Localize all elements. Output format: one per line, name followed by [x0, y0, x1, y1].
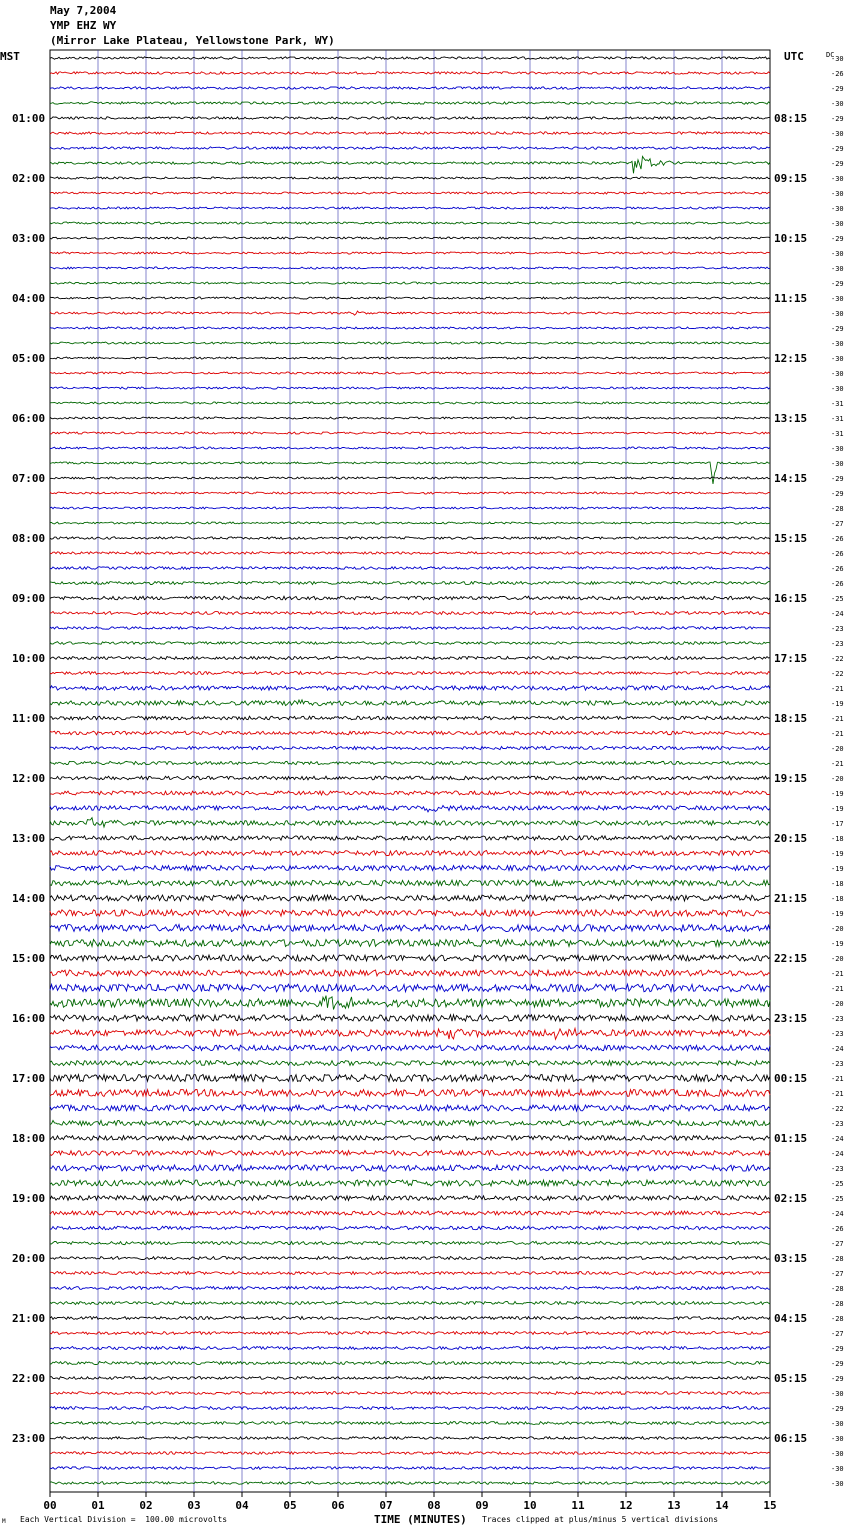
dc-offset-label: -21 — [831, 1090, 844, 1098]
trace-line — [50, 1332, 770, 1335]
trace-line — [50, 851, 770, 856]
trace-line — [50, 1196, 770, 1201]
dc-offset-label: -28 — [831, 1255, 844, 1263]
dc-offset-label: -20 — [831, 745, 844, 753]
trace-line — [50, 87, 770, 89]
trace-line — [50, 402, 770, 404]
dc-offset-label: -19 — [831, 790, 844, 798]
trace-line — [50, 895, 770, 901]
dc-offset-label: -19 — [831, 805, 844, 813]
x-tick-label: 00 — [43, 1499, 57, 1512]
dc-offset-label: -22 — [831, 1105, 844, 1113]
dc-offset-label: -25 — [831, 595, 844, 603]
dc-offset-label: -30 — [831, 130, 844, 138]
trace-line — [50, 1165, 770, 1171]
trace-line — [50, 746, 770, 749]
dc-offset-label: -26 — [831, 565, 844, 573]
plot-frame — [50, 50, 770, 1492]
trace-line — [50, 492, 770, 494]
station-code: YMP EHZ WY — [50, 19, 117, 32]
trace-line — [50, 776, 770, 780]
clip-note: Traces clipped at plus/minus 5 vertical divisions — [482, 1515, 719, 1524]
trace-line — [50, 1241, 770, 1244]
dc-offset-label: -18 — [831, 880, 844, 888]
dc-offset-label: -29 — [831, 1405, 844, 1413]
right-hour-label: 15:15 — [774, 532, 808, 545]
trace-line — [50, 311, 770, 315]
trace-line — [50, 582, 770, 585]
x-axis-title: TIME (MINUTES) — [374, 1513, 467, 1526]
dc-offset-label: -30 — [831, 1435, 844, 1443]
dc-offset-label: -19 — [831, 865, 844, 873]
minute-grid — [50, 50, 770, 1492]
trace-line — [50, 1090, 770, 1097]
trace-line — [50, 156, 770, 173]
trace-line — [50, 761, 770, 764]
dc-offset-label: -17 — [831, 820, 844, 828]
trace-line — [50, 237, 770, 239]
right-timezone-label: UTC — [784, 50, 804, 63]
dc-offset-label: -26 — [831, 535, 844, 543]
dc-offset-label: -24 — [831, 610, 844, 618]
trace-line — [50, 1151, 770, 1156]
trace-line — [50, 940, 770, 947]
trace-line — [50, 806, 770, 812]
dc-offset-label: -30 — [831, 460, 844, 468]
dc-offset-label: -25 — [831, 1180, 844, 1188]
trace-line — [50, 955, 770, 961]
trace-line — [50, 925, 770, 932]
trace-line — [50, 192, 770, 194]
dc-offset-label: -30 — [831, 100, 844, 108]
right-hour-label: 13:15 — [774, 412, 808, 425]
right-hour-label: 01:15 — [774, 1132, 808, 1145]
dc-offset-label: -18 — [831, 895, 844, 903]
trace-line — [50, 791, 770, 795]
dc-offset-label: -20 — [831, 775, 844, 783]
dc-offset-label: -24 — [831, 1150, 844, 1158]
dc-offset-label: -27 — [831, 1330, 844, 1338]
dc-offset-label: -19 — [831, 850, 844, 858]
left-hour-label: 20:00 — [12, 1252, 46, 1265]
right-hour-label: 09:15 — [774, 172, 808, 185]
left-hour-label: 23:00 — [12, 1432, 46, 1445]
trace-line — [50, 207, 770, 209]
trace-line — [50, 1061, 770, 1066]
trace-line — [50, 567, 770, 570]
trace-group — [50, 57, 770, 1485]
trace-line — [50, 818, 770, 827]
x-tick-label: 03 — [187, 1499, 201, 1512]
right-hour-label: 23:15 — [774, 1012, 808, 1025]
trace-line — [50, 984, 770, 992]
dc-offset-label: -28 — [831, 1285, 844, 1293]
dc-offset-label: -21 — [831, 985, 844, 993]
dc-offset-label: -30 — [831, 265, 844, 273]
dc-offset-label: -21 — [831, 1075, 844, 1083]
dc-offset-label: -21 — [831, 730, 844, 738]
trace-line — [50, 462, 770, 484]
dc-offset-label: -19 — [831, 940, 844, 948]
trace-line — [50, 267, 770, 269]
left-hour-label: 12:00 — [12, 772, 46, 785]
x-tick-label: 10 — [523, 1499, 537, 1512]
dc-offset-label: -29 — [831, 280, 844, 288]
right-hour-label: 11:15 — [774, 292, 808, 305]
dc-offset-label: -27 — [831, 1240, 844, 1248]
trace-line — [50, 596, 770, 600]
dc-offset-label: -19 — [831, 700, 844, 708]
dc-offset-label: -27 — [831, 1270, 844, 1278]
x-tick-label: 12 — [619, 1499, 633, 1512]
dc-offset-label: -21 — [831, 970, 844, 978]
left-hour-label: 21:00 — [12, 1312, 46, 1325]
left-hour-label: 05:00 — [12, 352, 46, 365]
trace-line — [50, 342, 770, 344]
trace-line — [50, 1482, 770, 1485]
trace-line — [50, 117, 770, 119]
dc-offset-label: -24 — [831, 1045, 844, 1053]
dc-offset-label: -30 — [831, 220, 844, 228]
dc-offset-label: -26 — [831, 1225, 844, 1233]
trace-line — [50, 1377, 770, 1380]
scale-note: Each Vertical Division = 100.00 microvolts — [20, 1515, 228, 1524]
dc-offset-label: -23 — [831, 1015, 844, 1023]
trace-line — [50, 1120, 770, 1125]
dc-offset-label: -31 — [831, 415, 844, 423]
x-tick-label: 08 — [427, 1499, 441, 1512]
trace-line — [50, 57, 770, 59]
trace-line — [50, 132, 770, 134]
dc-column-label: DC — [826, 51, 835, 59]
x-tick-label: 06 — [331, 1499, 345, 1512]
dc-offset-label: -20 — [831, 1000, 844, 1008]
dc-offset-label: -26 — [831, 550, 844, 558]
trace-line — [50, 147, 770, 149]
dc-offset-label: -30 — [831, 1480, 844, 1488]
trace-line — [50, 222, 770, 224]
trace-line — [50, 252, 770, 254]
trace-line — [50, 417, 770, 419]
left-hour-label: 11:00 — [12, 712, 46, 725]
left-hour-label: 10:00 — [12, 652, 46, 665]
trace-line — [50, 387, 770, 389]
trace-line — [50, 552, 770, 554]
left-hour-label: 17:00 — [12, 1072, 46, 1085]
trace-line — [50, 1287, 770, 1290]
x-tick-label: 14 — [715, 1499, 729, 1512]
left-hour-label: 18:00 — [12, 1132, 46, 1145]
dc-offset-label: -21 — [831, 760, 844, 768]
right-hour-label: 19:15 — [774, 772, 808, 785]
station-location: (Mirror Lake Plateau, Yellowstone Park, WY) — [50, 34, 335, 47]
dc-offset-label: -30 — [831, 1390, 844, 1398]
trace-line — [50, 612, 770, 615]
left-hour-label: 09:00 — [12, 592, 46, 605]
dc-offset-label: -21 — [831, 685, 844, 693]
left-hour-label: 13:00 — [12, 832, 46, 845]
dc-offset-label: -29 — [831, 115, 844, 123]
right-hour-label: 22:15 — [774, 952, 808, 965]
right-hour-label: 02:15 — [774, 1192, 808, 1205]
dc-offset-label: -29 — [831, 85, 844, 93]
trace-line — [50, 1136, 770, 1141]
trace-line — [50, 447, 770, 449]
trace-line — [50, 1226, 770, 1230]
dc-offset-label: -31 — [831, 400, 844, 408]
dc-offset-label: -22 — [831, 670, 844, 678]
left-timezone-label: MST — [0, 50, 20, 63]
dc-offset-label: -29 — [831, 145, 844, 153]
x-tick-label: 07 — [379, 1499, 393, 1512]
trace-line — [50, 970, 770, 976]
dc-offset-label: -29 — [831, 325, 844, 333]
left-hour-label: 06:00 — [12, 412, 46, 425]
trace-line — [50, 1015, 770, 1021]
corner-mark: M — [2, 1518, 6, 1525]
trace-line — [50, 282, 770, 284]
dc-offset-label: -30 — [831, 190, 844, 198]
left-hour-label: 04:00 — [12, 292, 46, 305]
trace-line — [50, 477, 770, 479]
trace-line — [50, 1257, 770, 1260]
plot-date: May 7,2004 — [50, 4, 117, 17]
dc-offset-label: -23 — [831, 1060, 844, 1068]
dc-offset-label: -30 — [831, 1450, 844, 1458]
trace-line — [50, 327, 770, 329]
dc-offset-label: -23 — [831, 1030, 844, 1038]
x-tick-label: 13 — [667, 1499, 681, 1512]
trace-line — [50, 177, 770, 179]
trace-line — [50, 1362, 770, 1365]
right-hour-label: 16:15 — [774, 592, 808, 605]
dc-offset-label: -30 — [831, 385, 844, 393]
trace-line — [50, 1028, 770, 1039]
dc-offset-label: -30 — [831, 250, 844, 258]
dc-offset-label: -31 — [831, 430, 844, 438]
right-hour-label: 12:15 — [774, 352, 808, 365]
right-hour-label: 08:15 — [774, 112, 808, 125]
right-hour-label: 10:15 — [774, 232, 808, 245]
dc-offset-label: -29 — [831, 490, 844, 498]
dc-offset-label: -18 — [831, 835, 844, 843]
dc-offset-label: -30 — [831, 355, 844, 363]
dc-offset-label: -30 — [831, 1420, 844, 1428]
trace-line — [50, 102, 770, 104]
left-hour-label: 19:00 — [12, 1192, 46, 1205]
dc-offset-label: -22 — [831, 655, 844, 663]
dc-offset-label: -28 — [831, 505, 844, 513]
dc-offset-label: -29 — [831, 160, 844, 168]
trace-line — [50, 297, 770, 299]
trace-line — [50, 1045, 770, 1051]
left-hour-label: 08:00 — [12, 532, 46, 545]
trace-line — [50, 716, 770, 720]
dc-offset-label: -23 — [831, 1120, 844, 1128]
label-group — [12, 55, 844, 1512]
right-hour-label: 14:15 — [774, 472, 808, 485]
trace-line — [50, 642, 770, 645]
trace-line — [50, 836, 770, 840]
right-hour-label: 06:15 — [774, 1432, 808, 1445]
trace-line — [50, 537, 770, 539]
dc-offset-label: -28 — [831, 1300, 844, 1308]
trace-line — [50, 432, 770, 434]
trace-line — [50, 1180, 770, 1186]
dc-offset-label: -30 — [831, 310, 844, 318]
trace-line — [50, 1272, 770, 1275]
dc-offset-label: -30 — [831, 205, 844, 213]
trace-line — [50, 1317, 770, 1320]
trace-line — [50, 357, 770, 359]
trace-line — [50, 996, 770, 1010]
trace-line — [50, 731, 770, 735]
trace-line — [50, 1452, 770, 1455]
trace-line — [50, 880, 770, 886]
x-tick-label: 11 — [571, 1499, 585, 1512]
right-hour-label: 17:15 — [774, 652, 808, 665]
trace-line — [50, 522, 770, 524]
trace-line — [50, 1407, 770, 1410]
left-hour-label: 14:00 — [12, 892, 46, 905]
dc-offset-label: -29 — [831, 1375, 844, 1383]
x-tick-label: 05 — [283, 1499, 297, 1512]
dc-offset-label: -30 — [831, 55, 844, 63]
right-hour-label: 03:15 — [774, 1252, 808, 1265]
dc-offset-label: -21 — [831, 715, 844, 723]
trace-line — [50, 865, 770, 870]
dc-offset-label: -25 — [831, 1195, 844, 1203]
trace-line — [50, 657, 770, 660]
x-tick-label: 15 — [763, 1499, 777, 1512]
trace-line — [50, 1422, 770, 1425]
dc-offset-label: -29 — [831, 235, 844, 243]
dc-offset-label: -30 — [831, 175, 844, 183]
dc-offset-label: -20 — [831, 925, 844, 933]
dc-offset-label: -24 — [831, 1210, 844, 1218]
trace-line — [50, 1105, 770, 1111]
trace-line — [50, 72, 770, 74]
right-hour-label: 18:15 — [774, 712, 808, 725]
dc-offset-label: -23 — [831, 640, 844, 648]
x-tick-label: 09 — [475, 1499, 489, 1512]
dc-offset-label: -29 — [831, 475, 844, 483]
right-hour-label: 20:15 — [774, 832, 808, 845]
right-hour-label: 00:15 — [774, 1072, 808, 1085]
trace-line — [50, 372, 770, 374]
dc-offset-label: -26 — [831, 70, 844, 78]
right-hour-label: 05:15 — [774, 1372, 808, 1385]
left-hour-label: 01:00 — [12, 112, 46, 125]
right-hour-label: 21:15 — [774, 892, 808, 905]
dc-offset-label: -29 — [831, 1345, 844, 1353]
right-hour-label: 04:15 — [774, 1312, 808, 1325]
trace-line — [50, 1075, 770, 1082]
dc-offset-label: -29 — [831, 1360, 844, 1368]
trace-line — [50, 686, 770, 690]
dc-offset-label: -30 — [831, 295, 844, 303]
left-hour-label: 16:00 — [12, 1012, 46, 1025]
trace-line — [50, 1437, 770, 1440]
trace-line — [50, 1211, 770, 1215]
dc-offset-label: -30 — [831, 445, 844, 453]
dc-offset-label: -30 — [831, 340, 844, 348]
dc-offset-label: -19 — [831, 910, 844, 918]
left-hour-label: 02:00 — [12, 172, 46, 185]
x-tick-label: 01 — [91, 1499, 105, 1512]
trace-line — [50, 910, 770, 916]
left-hour-label: 22:00 — [12, 1372, 46, 1385]
trace-line — [50, 1347, 770, 1350]
trace-line — [50, 700, 770, 706]
x-tick-label: 04 — [235, 1499, 249, 1512]
dc-offset-label: -30 — [831, 370, 844, 378]
dc-offset-label: -26 — [831, 580, 844, 588]
left-hour-label: 15:00 — [12, 952, 46, 965]
dc-offset-label: -27 — [831, 520, 844, 528]
trace-line — [50, 1467, 770, 1470]
dc-offset-label: -24 — [831, 1135, 844, 1143]
trace-line — [50, 672, 770, 675]
x-tick-label: 02 — [139, 1499, 153, 1512]
dc-offset-label: -30 — [831, 1465, 844, 1473]
trace-line — [50, 1302, 770, 1305]
dc-offset-label: -20 — [831, 955, 844, 963]
left-hour-label: 03:00 — [12, 232, 46, 245]
trace-line — [50, 1392, 770, 1395]
dc-offset-label: -23 — [831, 1165, 844, 1173]
trace-line — [50, 627, 770, 630]
left-hour-label: 07:00 — [12, 472, 46, 485]
dc-offset-label: -28 — [831, 1315, 844, 1323]
dc-offset-label: -23 — [831, 625, 844, 633]
trace-line — [50, 507, 770, 509]
